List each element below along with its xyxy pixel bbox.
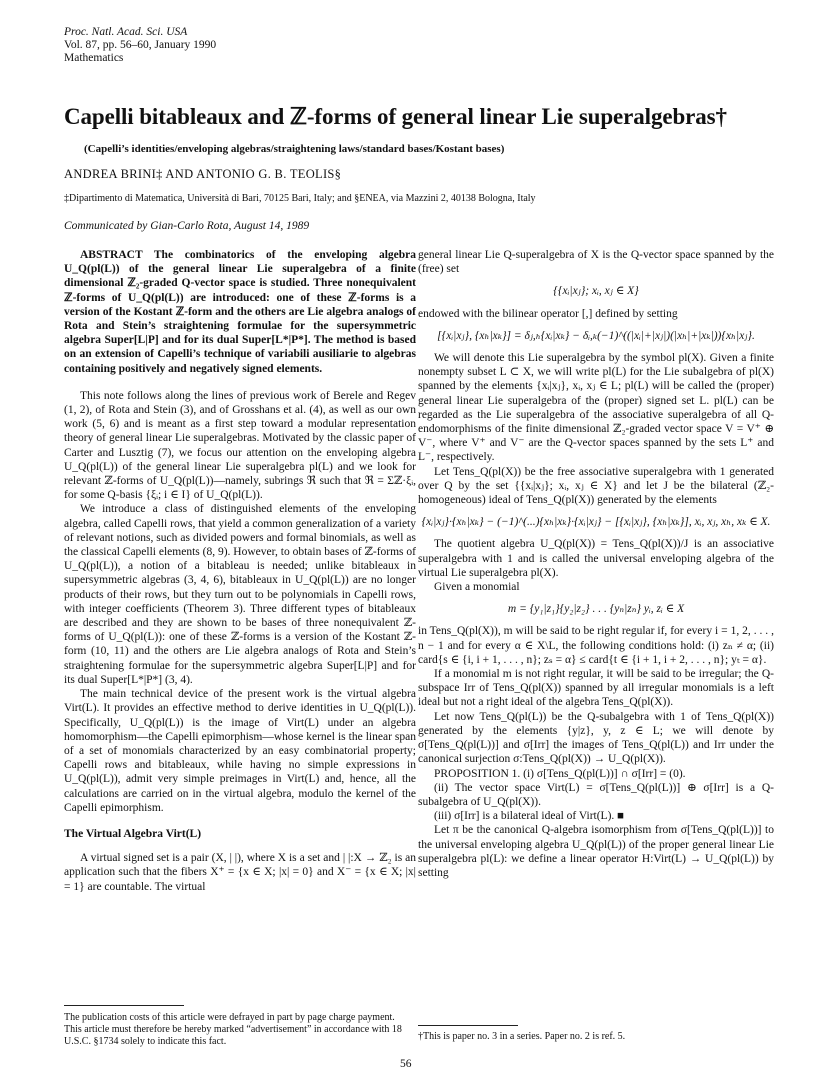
footnote-publication: The publication costs of this article were defrayed in part by page charge payment. This article must therefore be hereby marked “advertisement” in accordance with 18 U.S.C. §1734 solely to indicate this fact.: [64, 1012, 402, 1047]
section-name: Mathematics: [64, 52, 124, 64]
body-paragraph: We will denote this Lie superalgebra by the symbol pl(X). Given a finite nonempty subset L ⊂ X, we will write pl(L) for the Lie subalgebra of pl(X) spanned by the elements {xᵢ|xⱼ}, xᵢ, xⱼ ∈ L; pl(L) will be called the (proper) general linear Lie superalgebra of the (proper) signed set L. pl(L) can be regarded as the Lie superalgebra of the associative superalgebra of all Q-endomorphisms of the finite dimensional ℤ₂-graded vector space V = V⁺ ⊕ V⁻, where V⁺ and V⁻ are the Q-vector spaces spanned by the sets L⁺ and L⁻, respectively.: [418, 352, 774, 464]
authors: ANDREA BRINI‡ AND ANTONIO G. B. TEOLIS§: [64, 167, 342, 181]
paper-title: Capelli bitableaux and ℤ-forms of general linear Lie superalgebras†: [64, 104, 727, 129]
footnote-rule: [64, 1005, 184, 1006]
body-paragraph: in Tens_Q(pl(X)), m will be said to be right regular if, for every i = 1, 2, . . . , n − 1 and for every α ∈ X\L, the following conditions hold: (i) zₙ ≠ α; (ii) card{s ∈ {i, i + 1, . . . , n}; zₛ = α} ≤ card{t ∈ {i + 1, i + 2, . . . , n}; yₜ = α}.: [418, 625, 774, 666]
affiliation: ‡Dipartimento di Matematica, Università di Bari, 70125 Bari, Italy; and §ENEA, via Mazzini 2, 40138 Bologna, Italy: [64, 193, 536, 204]
right-column: [418, 248, 774, 880]
body-paragraph: Let Tens_Q(pl(X)) be the free associative superalgebra with 1 generated over Q by the set {{xᵢ|xⱼ}; xᵢ, xⱼ ∈ X} and let J be the bilateral (ℤ₂-homogeneous) ideal of Tens_Q(pl(X)) generated by the elements: [418, 465, 774, 507]
proposition-part: (ii) The vector space Virt(L) = σ[Tens_Q(pl(L))] ⊕ σ[Irr] is a Q-subalgebra of U_Q(pl(X)).: [418, 781, 774, 808]
body-paragraph: The quotient algebra U_Q(pl(X)) = Tens_Q(pl(X))/J is an associative superalgebra with 1 and is called the universal enveloping algebra of the virtual Lie superalgebra pl(X).: [418, 538, 774, 579]
body-paragraph: Let now Tens_Q(pl(L)) be the Q-subalgebra with 1 of Tens_Q(pl(X)) generated by the elements {y|z}, y, z ∈ L; we will denote by σ[Tens_Q(pl(L))] and σ[Irr] the images of Tens_Q(pl(L)) and Irr under the canonical surjection σ:Tens_Q(pl(X)) → U_Q(pl(X)).: [418, 710, 774, 766]
volume-info: Vol. 87, pp. 56–60, January 1990: [64, 39, 217, 51]
proposition: PROPOSITION 1. (i) σ[Tens_Q(pl(L))] ∩ σ[Irr] = (0).: [434, 767, 686, 780]
page-number: 56: [400, 1058, 412, 1070]
journal-header: [64, 26, 216, 65]
body-paragraph: The main technical device of the present work is the virtual algebra Virt(L). It provides an effective method to derive identities in U_Q(pl(L)). Specifically, U_Q(pl(L)) is the image of Virt(L) under an algebra homomorphism—the Capelli epimorphism—whose kernel is the linear span of a set of monomials characterized by an easy combinatorial property; Capelli rows and bitableaux, while having no simple expressions in U_Q(pl(L)), admit very simple preimages in Virt(L) and, hence, all the calculations are carried on in the virtual algebra, modulo the kernel of the Capelli epimorphism.: [64, 688, 416, 814]
body-paragraph: Given a monomial: [434, 581, 520, 594]
equation: {xᵢ|xⱼ}·{xₕ|xₖ} − (−1)^(...){xₕ|xₖ}·{xᵢ|xⱼ} − [{xᵢ|xⱼ}, {xₕ|xₖ}], xᵢ, xⱼ, xₕ, xₖ ∈ X.: [421, 516, 771, 529]
equation: [{xᵢ|xⱼ}, {xₕ|xₖ}] = δⱼ,ₕ{xᵢ|xₖ} − δᵢ,ₖ(−1)^((|xᵢ|+|xⱼ|)(|xₕ|+|xₖ|)){xₕ|xⱼ}.: [437, 329, 755, 342]
body-paragraph: Let π be the canonical Q-algebra isomorphism from σ[Tens_Q(pl(L))] to the universal enveloping algebra U_Q(pl(L)) of the proper general linear Lie superalgebra pl(L): we define a linear operator H:Virt(L) → U_Q(pl(L)) by setting: [418, 824, 774, 879]
equation: m = {y₁|z₁}{y₂|z₂} . . . {yₙ|zₙ} yᵢ, zᵢ ∈ X: [507, 603, 685, 616]
footnote-rule: [418, 1025, 518, 1026]
left-column: [64, 248, 416, 894]
body-paragraph: A virtual signed set is a pair (X, | |), where X is a set and | |:X → ℤ₂ is an application such that the fibers X⁺ = {x ∈ X; |x| = 0} and X⁻ = {x ∈ X; |x| = 1} are countable. The virtual: [64, 852, 416, 893]
body-paragraph: general linear Lie Q-superalgebra of X is the Q-vector space spanned by the (free) set: [418, 249, 774, 276]
body-paragraph: endowed with the bilinear operator [,] defined by setting: [418, 307, 678, 320]
section-heading: The Virtual Algebra Virt(L): [64, 827, 202, 840]
journal-name: Proc. Natl. Acad. Sci. USA: [64, 26, 188, 38]
abstract: ABSTRACT The combinatorics of the enveloping algebra U_Q(pl(L)) of the general linear Lie superalgebra of a finite dimensional ℤ₂-graded Q-vector space is studied. Three nonequivalent ℤ-forms of U_Q(pl(L)) are introduced: one of these ℤ-forms is a version of the Kostant ℤ-form and the others are Lie algebra analogs of Rota and Stein’s straightening formulae for the supersymmetric algebra Super[L|P] and for its dual Super[L*|P*]. The method is based on an extension of Capelli’s technique of variabili ausiliarie to algebras containing positively and negatively signed elements.: [64, 249, 416, 375]
proposition-part: (iii) σ[Irr] is a bilateral ideal of Virt(L). ■: [434, 810, 625, 823]
equation: {{xᵢ|xⱼ}; xᵢ, xⱼ ∈ X}: [553, 285, 639, 298]
keywords: (Capelli’s identities/enveloping algebras/straightening laws/standard bases/Kostant bases): [84, 143, 505, 155]
body-paragraph: If a monomial m is not right regular, it will be said to be irregular; the Q-subspace Irr of Tens_Q(pl(X)) spanned by all irregular monomials is a left ideal but not a right ideal of the algebra Tens_Q(pl(X)).: [418, 668, 774, 709]
communicated-by: Communicated by Gian-Carlo Rota, August 14, 1989: [64, 220, 310, 232]
body-paragraph: This note follows along the lines of previous work of Berele and Regev (1, 2), of Rota and Stein (3), and of Grosshans et al. (4), as well as our own work (5, 6) and is meant as a first step toward a modular representation theory of general linear Lie superalgebras. Motivated by the classic paper of Carter and Lusztig (7), we focus our attention on the enveloping algebra U_Q(pl(L)) of the general linear Lie superalgebra pl(L) and we look for relevant ℤ-forms of U_Q(pl(L))—namely, subrings ℜ such that ℜ = Σℤ·ξᵢ, for some Q-basis {ξᵢ; i ∈ I} of U_Q(pl(L)).: [64, 389, 416, 502]
footnote-series: †This is paper no. 3 in a series. Paper no. 2 is ref. 5.: [418, 1031, 626, 1042]
body-paragraph: We introduce a class of distinguished elements of the enveloping algebra, called Capelli rows, that yield a common generalization of a variety of relevant notions, such as divided powers and formal binomials, as well as the classical Capelli elements (8, 9). However, to obtain bases of ℤ-forms of U_Q(pl(L)), a notion of a bitableau is needed; unlike bitableaux in supersymmetric algebras (3, 4, 6), bitableaux in U_Q(pl(L)) are no longer products of their rows, but they turn out to be polynomials in Capelli rows, with integer coefficients (Theorem 3). Three different types of bitableaux are described and they are shown to be bases of three nonequivalent ℤ-forms of U_Q(pl(L)): one of these ℤ-forms is a version of the Kostant ℤ-form (10, 11) and the others are Lie algebra analogs of Rota and Stein’s straightening formulae for the supersymmetric algebra Super[L|P] and for its dual Super[L*|P*] (3, 4).: [64, 503, 416, 686]
